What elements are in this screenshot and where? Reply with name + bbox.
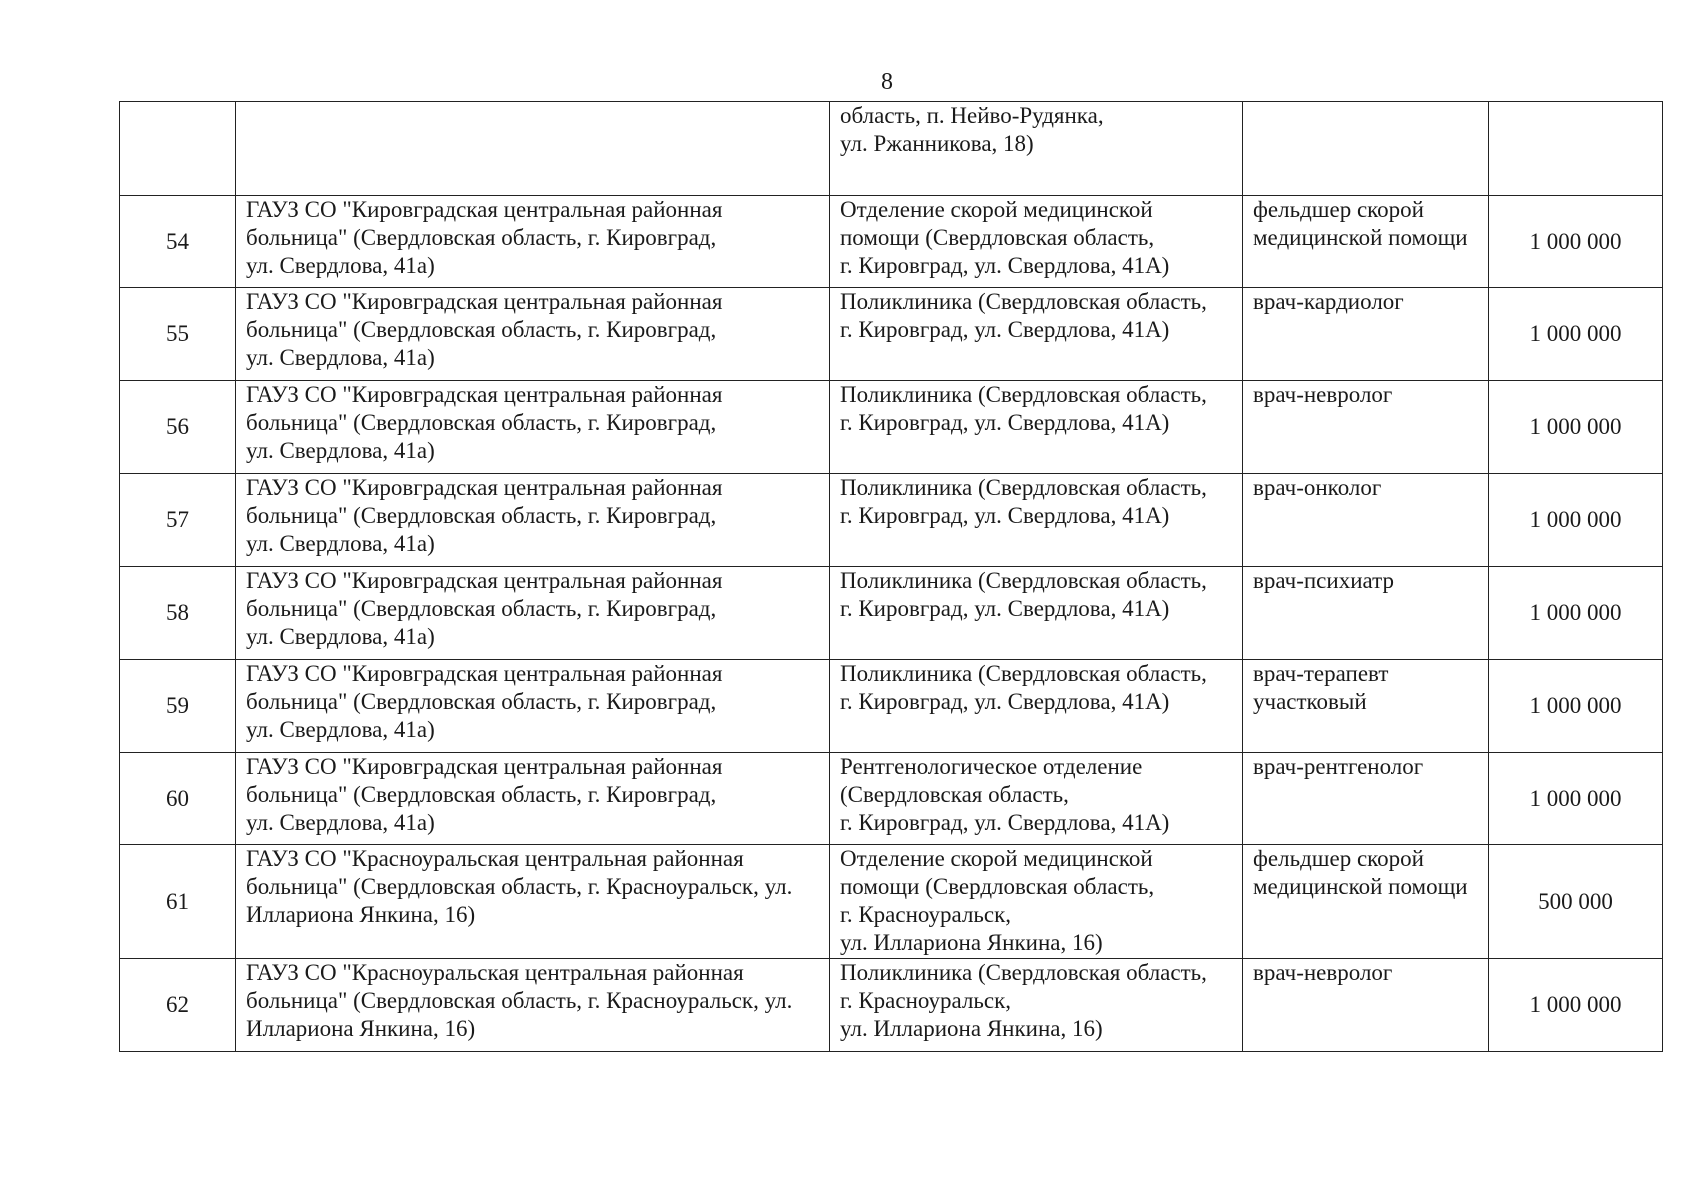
amount-cell: 1 000 000: [1489, 474, 1663, 567]
row-number: [120, 102, 236, 196]
organization-cell: [236, 102, 830, 196]
row-number: 62: [120, 959, 236, 1052]
amount-cell: [1489, 102, 1663, 196]
amount-cell: 1 000 000: [1489, 660, 1663, 753]
organization-cell: ГАУЗ СО "Кировградская центральная районная больница" (Свердловская область, г. Кировград, ул. Свердлова, 41а): [236, 381, 830, 474]
amount-cell: 1 000 000: [1489, 959, 1663, 1052]
row-number: 54: [120, 196, 236, 288]
department-cell: область, п. Нейво-Рудянка, ул. Ржанникова, 18): [830, 102, 1243, 196]
position-cell: фельдшер скорой медицинской помощи: [1243, 845, 1489, 959]
department-cell: Рентгенологическое отделение (Свердловская область, г. Кировград, ул. Свердлова, 41А): [830, 753, 1243, 845]
organization-cell: ГАУЗ СО "Кировградская центральная районная больница" (Свердловская область, г. Кировград, ул. Свердлова, 41а): [236, 474, 830, 567]
department-cell: Поликлиника (Свердловская область, г. Красноуральск, ул. Иллариона Янкина, 16): [830, 959, 1243, 1052]
department-cell: Поликлиника (Свердловская область, г. Кировград, ул. Свердлова, 41А): [830, 660, 1243, 753]
row-number: 56: [120, 381, 236, 474]
position-cell: врач-онколог: [1243, 474, 1489, 567]
organization-cell: ГАУЗ СО "Красноуральская центральная районная больница" (Свердловская область, г. Красноуральск, ул. Иллариона Янкина, 16): [236, 845, 830, 959]
department-cell: Поликлиника (Свердловская область, г. Кировград, ул. Свердлова, 41А): [830, 474, 1243, 567]
row-number: 55: [120, 288, 236, 381]
amount-cell: 1 000 000: [1489, 381, 1663, 474]
amount-cell: 1 000 000: [1489, 753, 1663, 845]
row-number: 58: [120, 567, 236, 660]
position-cell: врач-рентгенолог: [1243, 753, 1489, 845]
allocation-table: [119, 101, 1663, 1052]
amount-cell: 1 000 000: [1489, 288, 1663, 381]
position-cell: [1243, 102, 1489, 196]
amount-cell: 500 000: [1489, 845, 1663, 959]
amount-cell: 1 000 000: [1489, 196, 1663, 288]
table-row: [120, 196, 1663, 288]
table-row: [120, 381, 1663, 474]
table-row: [120, 959, 1663, 1052]
position-cell: врач-кардиолог: [1243, 288, 1489, 381]
department-cell: Поликлиника (Свердловская область, г. Кировград, ул. Свердлова, 41А): [830, 381, 1243, 474]
organization-cell: ГАУЗ СО "Кировградская центральная районная больница" (Свердловская область, г. Кировград, ул. Свердлова, 41а): [236, 288, 830, 381]
organization-cell: ГАУЗ СО "Красноуральская центральная районная больница" (Свердловская область, г. Красноуральск, ул. Иллариона Янкина, 16): [236, 959, 830, 1052]
row-number: 57: [120, 474, 236, 567]
row-number: 61: [120, 845, 236, 959]
organization-cell: ГАУЗ СО "Кировградская центральная районная больница" (Свердловская область, г. Кировград, ул. Свердлова, 41а): [236, 567, 830, 660]
amount-cell: 1 000 000: [1489, 567, 1663, 660]
table-row: [120, 567, 1663, 660]
row-number: 59: [120, 660, 236, 753]
table-row: [120, 474, 1663, 567]
table-row: [120, 102, 1663, 196]
department-cell: Отделение скорой медицинской помощи (Свердловская область, г. Кировград, ул. Свердлова, 41А): [830, 196, 1243, 288]
department-cell: Поликлиника (Свердловская область, г. Кировград, ул. Свердлова, 41А): [830, 288, 1243, 381]
row-number: 60: [120, 753, 236, 845]
page-number: 8: [881, 69, 893, 95]
organization-cell: ГАУЗ СО "Кировградская центральная районная больница" (Свердловская область, г. Кировград, ул. Свердлова, 41а): [236, 196, 830, 288]
position-cell: врач-психиатр: [1243, 567, 1489, 660]
position-cell: врач-невролог: [1243, 381, 1489, 474]
position-cell: врач-терапевт участковый: [1243, 660, 1489, 753]
position-cell: врач-невролог: [1243, 959, 1489, 1052]
position-cell: фельдшер скорой медицинской помощи: [1243, 196, 1489, 288]
department-cell: Поликлиника (Свердловская область, г. Кировград, ул. Свердлова, 41А): [830, 567, 1243, 660]
table-row: [120, 845, 1663, 959]
table-row: [120, 288, 1663, 381]
table-row: [120, 660, 1663, 753]
table-row: [120, 753, 1663, 845]
organization-cell: ГАУЗ СО "Кировградская центральная районная больница" (Свердловская область, г. Кировград, ул. Свердлова, 41а): [236, 660, 830, 753]
organization-cell: ГАУЗ СО "Кировградская центральная районная больница" (Свердловская область, г. Кировград, ул. Свердлова, 41а): [236, 753, 830, 845]
department-cell: Отделение скорой медицинской помощи (Свердловская область, г. Красноуральск, ул. Иллариона Янкина, 16): [830, 845, 1243, 959]
